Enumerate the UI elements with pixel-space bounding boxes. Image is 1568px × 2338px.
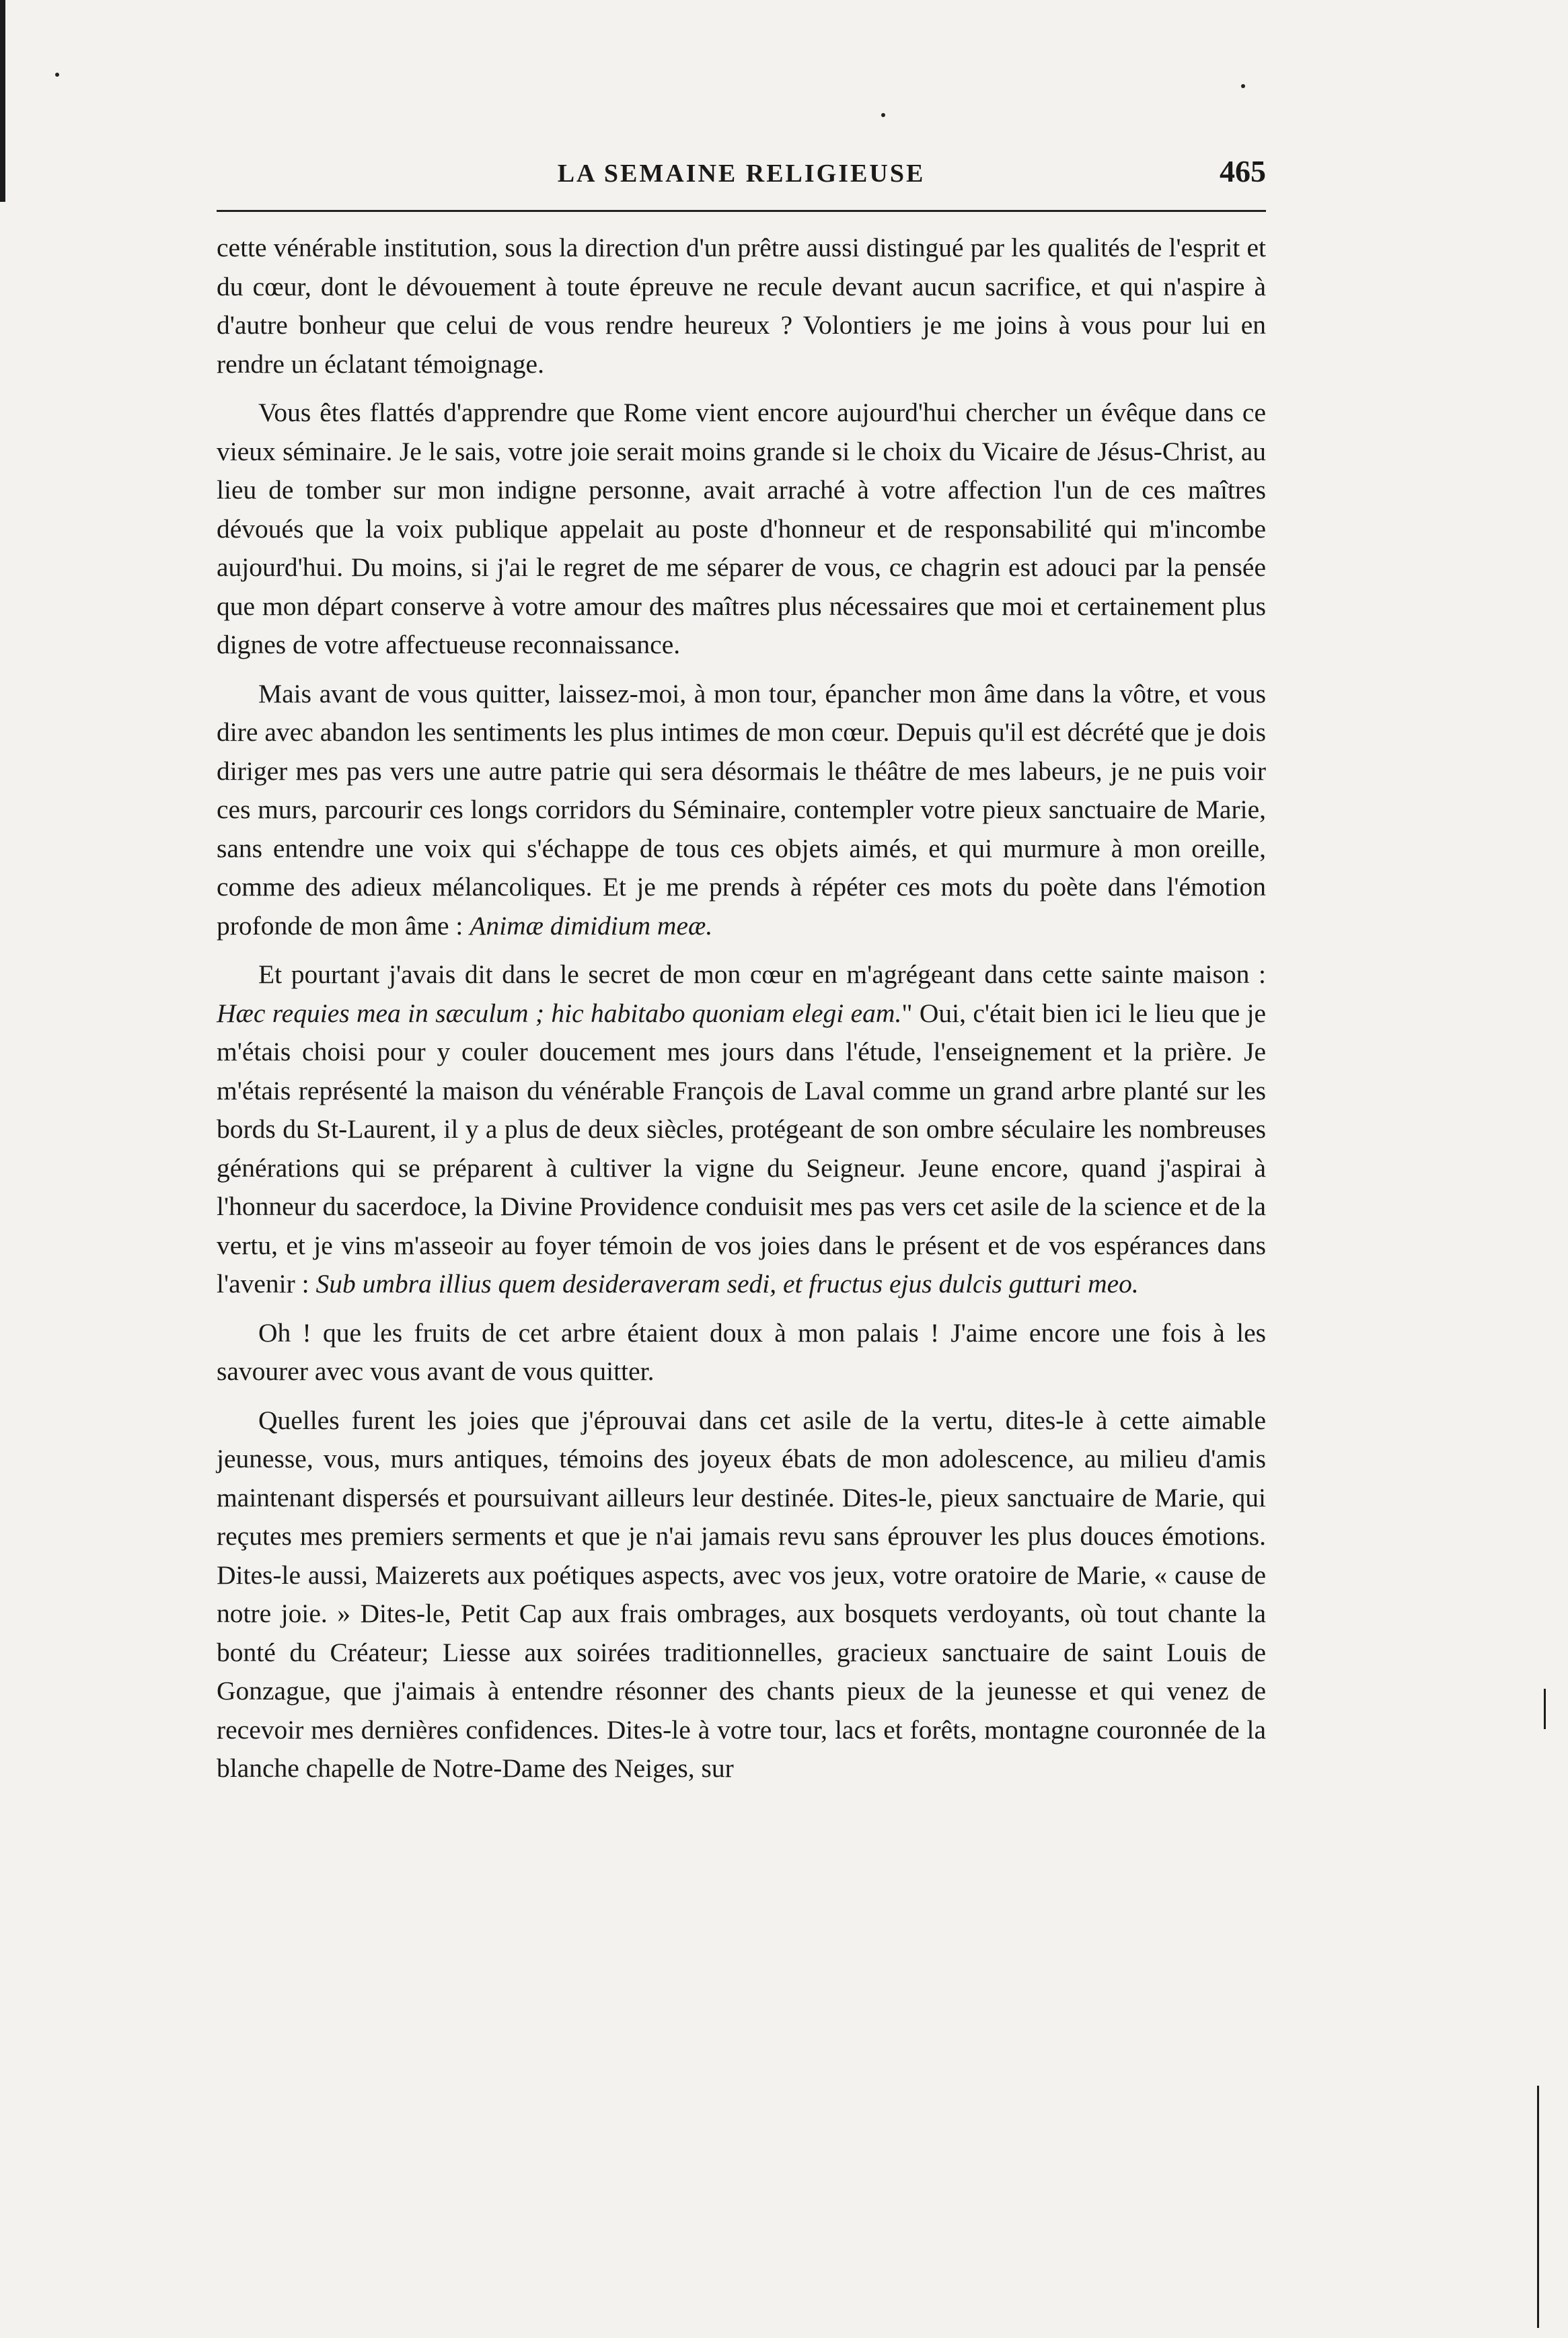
paragraph: [217, 955, 1266, 1304]
scan-margin-mark: [1544, 1689, 1546, 1729]
header-rule: [217, 210, 1266, 212]
paragraph: [217, 1314, 1266, 1391]
paragraph-text: Quelles furent les joies que j'éprouvai dans cet asile de la vertu, dites-le à cette aimable jeunesse, vous, murs antiques, témoins des joyeux ébats de mon adolescence, au milieu d'amis maintenant dispersés et poursuivant ailleurs leur destinée. Dites-le, pieux sanctuaire de Marie, qui reçutes mes premiers serments et que je n'ai jamais revu sans éprouver les plus douces émotions. Dites-le aussi, Maizerets aux poétiques aspects, avec vos jeux, votre oratoire de Marie, « cause de notre joie. » Dites-le, Petit Cap aux frais ombrages, aux bosquets verdoyants, où tout chante la bonté du Créateur; Liesse aux soirées traditionnelles, gracieux sanctuaire de saint Louis de Gonzague, que j'aimais à entendre résonner des chants pieux de la jeunesse et qui venez de recevoir mes dernières confidences. Dites-le à votre tour, lacs et forêts, montagne couronnée de la blanche chapelle de Notre-Dame des Neiges, sur: [217, 1405, 1266, 1783]
paragraph-text: cette vénérable institution, sous la direction d'un prêtre aussi distingué par les qualités de l'esprit et du cœur, dont le dévouement à toute épreuve ne recule devant aucun sacrifice, et qui n'aspire à d'autre bonheur que celui de vous rendre heureux ? Volontiers je me joins à vous pour lui en rendre un éclatant témoignage.: [217, 233, 1266, 379]
latin-quote: Sub umbra illius quem desideraveram sedi, et fructus ejus dulcis gutturi meo.: [315, 1269, 1139, 1299]
scan-speck: [1241, 84, 1245, 88]
paragraph-text: Mais avant de vous quitter, laissez-moi, à mon tour, épancher mon âme dans la vôtre, et vous dire avec abandon les sentiments les plus intimes de mon cœur. Depuis qu'il est décrété que je dois diriger mes pas vers une autre patrie qui sera désormais le théâtre de mes labeurs, je ne puis voir ces murs, parcourir ces longs corridors du Séminaire, contempler votre pieux sanctuaire de Marie, sans entendre une voix qui s'échappe de tous ces objets aimés, et qui murmure à mon oreille, comme des adieux mélancoliques. Et je me prends à répéter ces mots du poète dans l'émotion profonde de mon âme :: [217, 678, 1266, 941]
running-title: LA SEMAINE RELIGIEUSE: [557, 159, 926, 188]
latin-quote: Animæ dimidium meæ.: [470, 910, 713, 941]
body-text: [217, 229, 1266, 1798]
paragraph-text: Oh ! que les fruits de cet arbre étaient doux à mon palais ! J'aime encore une fois à les savourer avec vous avant de vous quitter.: [217, 1317, 1266, 1386]
page-number: 465: [1220, 154, 1266, 188]
paragraph-text: Vous êtes flattés d'apprendre que Rome vient encore aujourd'hui chercher un évêque dans ce vieux séminaire. Je le sais, votre joie serait moins grande si le choix du Vicaire de Jésus-Christ, au lieu de tomber sur mon indigne personne, avait arraché à votre affection l'un de ces maîtres dévoués que la voix publique appelait au poste d'honneur et de responsabilité qui m'incombe aujourd'hui. Du moins, si j'ai le regret de me séparer de vous, ce chagrin est adouci par la pensée que mon départ conserve à votre amour des maîtres plus nécessaires que moi et certainement plus dignes de votre affectueuse reconnaissance.: [217, 398, 1266, 659]
paragraph: [217, 675, 1266, 946]
scan-speck: [55, 73, 59, 77]
paragraph-text: " Oui, c'était bien ici le lieu que je m'étais choisi pour y couler doucement mes jours dans l'étude, l'enseignement et la prière. Je m'étais représenté la maison du vénérable François de Laval comme un grand arbre planté sur les bords du St-Laurent, il y a plus de deux siècles, protégeant de son ombre séculaire les nombreuses générations qui se préparent à cultiver la vigne du Seigneur. Jeune encore, quand j'aspirai à l'honneur du sacerdoce, la Divine Providence conduisit mes pas vers cet asile de la science et de la vertu, et je vins m'asseoir au foyer témoin de vos joies dans le présent et de vos espérances dans l'avenir :: [217, 998, 1266, 1299]
scan-margin-mark: [1537, 2086, 1539, 2328]
paragraph: [217, 394, 1266, 665]
paragraph: [217, 1401, 1266, 1788]
scan-edge-mark: [0, 0, 5, 202]
latin-quote: Hæc requies mea in sæculum ; hic habitabo quoniam elegi eam.: [217, 998, 902, 1028]
page-header: [217, 153, 1266, 194]
paragraph-text: Et pourtant j'avais dit dans le secret de mon cœur en m'agrégeant dans cette sainte maison :: [258, 959, 1266, 989]
paragraph: [217, 229, 1266, 383]
scan-speck: [881, 113, 885, 117]
